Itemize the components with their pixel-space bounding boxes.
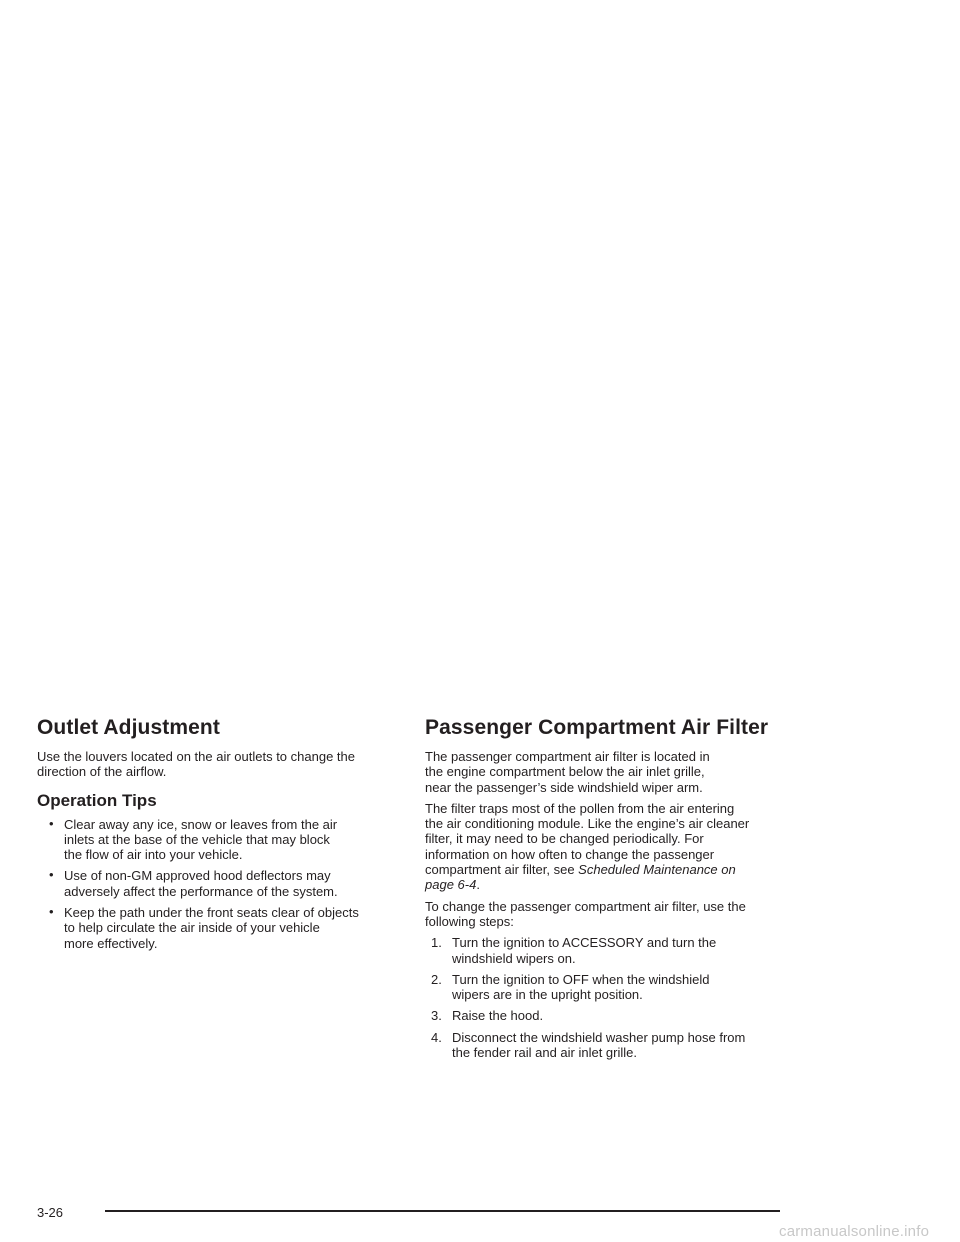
outlet-adjustment-column — [37, 714, 397, 957]
air-filter-heading: Passenger Compartment Air Filter — [425, 716, 769, 739]
air-filter-column — [425, 714, 780, 1066]
bullet-icon: • — [49, 815, 54, 831]
air-filter-steps-list — [425, 935, 780, 1060]
outlet-adjustment-intro: Use the louvers located on the air outlets to change the direction of the airflow. — [37, 749, 355, 780]
step-text: Disconnect the windshield washer pump hose from the fender rail and air inlet grille. — [452, 1029, 746, 1061]
list-item — [425, 972, 780, 1003]
outlet-adjustment-heading: Outlet Adjustment — [37, 716, 220, 739]
tip-text: Clear away any ice, snow or leaves from the air inlets at the base of the vehicle that may block the flow of air into your vehicle. — [64, 816, 338, 863]
list-item — [425, 1030, 780, 1061]
step-text: Turn the ignition to OFF when the windshield wipers are in the upright position. — [452, 971, 710, 1003]
footer-divider — [105, 1210, 780, 1212]
list-item — [37, 817, 397, 863]
list-item — [37, 868, 397, 899]
page-number: 3-26 — [37, 1205, 64, 1220]
tip-text: Use of non-GM approved hood deflectors may adversely affect the performance of the system. — [64, 868, 338, 899]
step-number: 2. — [431, 971, 442, 987]
step-number: 4. — [431, 1029, 442, 1045]
tip-text: Keep the path under the front seats clear of objects to help circulate the air inside of your vehicle more effectively. — [64, 905, 359, 951]
operation-tips-list — [37, 817, 397, 951]
step-text: Turn the ignition to ACCESSORY and turn the windshield wipers on. — [452, 935, 717, 966]
air-filter-steps-intro: To change the passenger compartment air filter, use the following steps: — [425, 898, 746, 929]
operation-tips-heading: Operation Tips — [37, 790, 157, 810]
air-filter-purpose-paragraph: The filter traps most of the pollen from the air entering the air conditioning module. Like the engine’s air cleaner filter, it may need to be changed periodically. For information on how often to change the passenger compartment air filter, see Scheduled Maintenance on page 6-4. — [425, 800, 750, 893]
list-item — [425, 935, 780, 966]
step-number: 3. — [431, 1008, 442, 1024]
air-filter-location-paragraph: The passenger compartment air filter is located in the engine compartment below the air inlet grille, near the passenger’s side windshield wiper arm. — [425, 749, 710, 795]
watermark-text: carmanualsonline.info — [779, 1223, 930, 1240]
list-item — [37, 905, 397, 951]
maintenance-cross-reference: Scheduled Maintenance on page 6-4 — [425, 862, 736, 893]
step-text: Raise the hood. — [452, 1008, 544, 1024]
bullet-icon: • — [49, 904, 54, 920]
bullet-icon: • — [49, 867, 54, 883]
list-item — [425, 1008, 780, 1023]
step-number: 1. — [431, 935, 442, 951]
